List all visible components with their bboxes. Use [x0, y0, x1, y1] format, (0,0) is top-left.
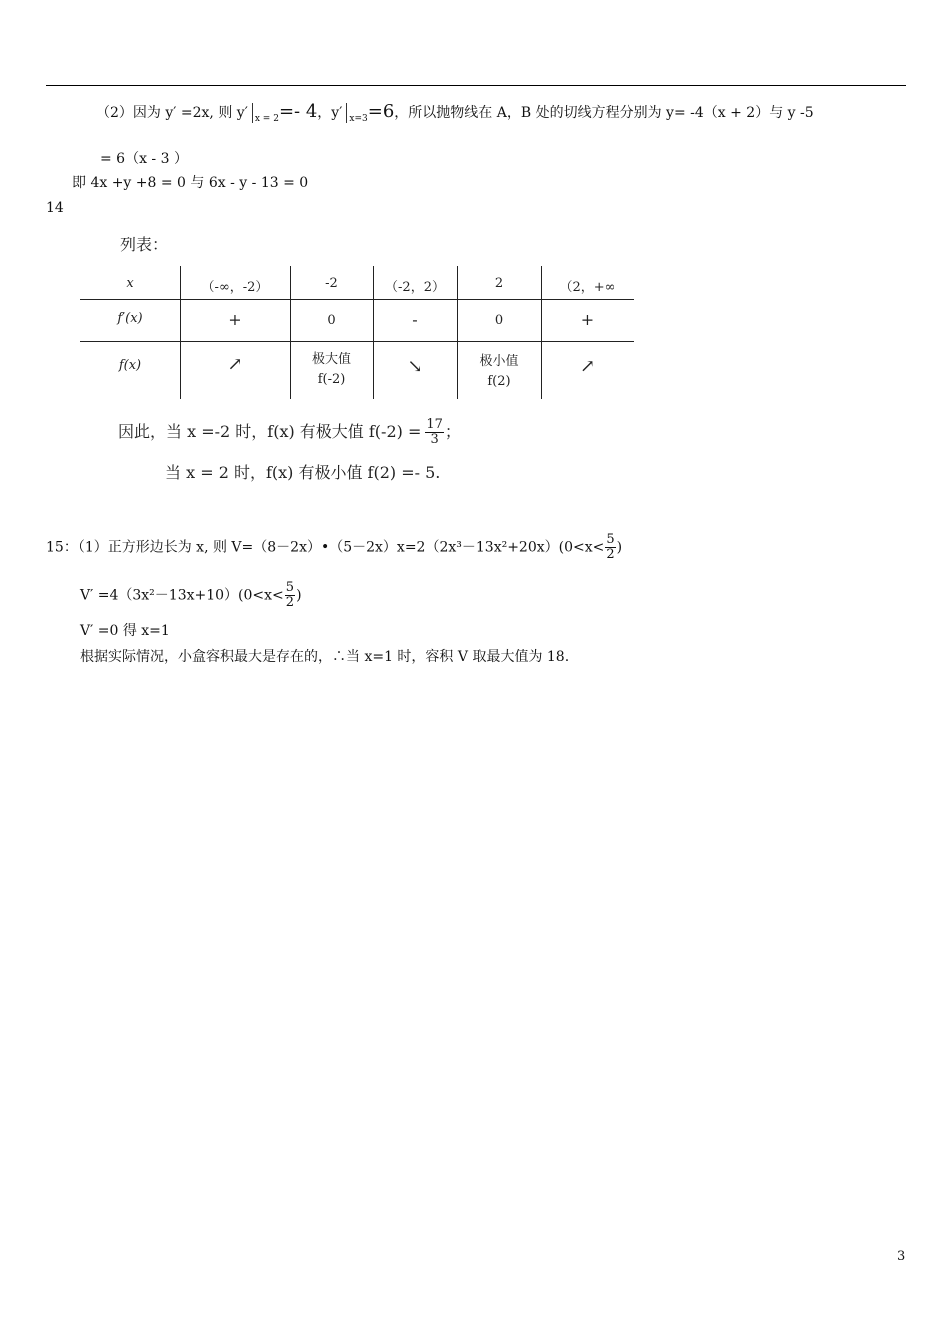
increasing-arrow-icon: ↗	[227, 354, 243, 375]
header-rule	[46, 85, 906, 86]
sign-plus: +	[228, 310, 242, 329]
fraction-numerator: 5	[285, 580, 295, 595]
fraction-numerator: 17	[426, 417, 443, 432]
page-number: 3	[897, 1249, 906, 1264]
eval-bar	[346, 103, 347, 123]
problem-15-line3: V′ =0 得 x=1	[80, 623, 170, 639]
fraction-17-3	[425, 418, 444, 447]
table-line	[80, 299, 634, 300]
conclusion-min: 当 x = 2 时，f(x) 有极小值 f(2) =- 5.	[165, 463, 441, 482]
conclusion-max-end: ；	[444, 422, 461, 441]
conclusion-max	[118, 418, 461, 447]
fraction-numerator: 5	[606, 532, 615, 547]
part2-line2: = 6（x - 3 ）	[100, 151, 188, 167]
sign-table	[80, 266, 634, 399]
part2-line3: 即 4x +y +8 = 0 与 6x - y - 13 = 0	[72, 175, 309, 191]
problem-15-line4: 根据实际情况，小盒容积最大是存在的，∴当 x=1 时，容积 V 取最大值为 18.	[80, 649, 570, 665]
table-header-point: 2	[494, 276, 504, 291]
eval-bar	[252, 103, 253, 123]
problem-15-line1	[46, 533, 622, 562]
local-max-label: 极大值	[311, 352, 351, 367]
sign-zero: 0	[327, 313, 336, 328]
sign-plus: +	[580, 310, 595, 329]
problem-15-line2	[80, 581, 302, 610]
volume-formula: 15：（1）正方形边长为 x, 则 V=（8－2x）•（5－2x）x=2（2x³－13x²+20x）(0<x<	[46, 539, 605, 556]
paren-close: )	[296, 587, 302, 604]
table-header-interval: （-2，2）	[385, 280, 445, 295]
list-label: 列表：	[120, 235, 169, 254]
local-min-expr: f(2)	[487, 374, 511, 389]
subscript-x3: x=3	[349, 114, 368, 124]
table-header-interval: （-∞，-2）	[201, 280, 269, 295]
local-min-label: 极小值	[479, 354, 519, 369]
increasing-arrow-icon: ↗	[579, 356, 596, 377]
subscript-x2: x = 2	[254, 114, 279, 124]
table-line	[80, 341, 634, 342]
decreasing-arrow-icon: ↘	[407, 356, 423, 377]
fraction-denominator: 2	[606, 547, 615, 562]
part2-text-b: ，y′	[317, 105, 343, 121]
fraction-5-2	[605, 533, 615, 562]
value-neg4: =- 4	[278, 101, 318, 122]
part2-text-a: （2）因为 y′ =2x, 则 y′	[96, 105, 248, 121]
table-header-x: x	[126, 276, 134, 291]
problem-14-number: 14	[46, 200, 64, 216]
fraction-denominator: 2	[285, 595, 295, 610]
sign-zero: 0	[494, 313, 504, 328]
table-label-fprime: f′(x)	[117, 311, 143, 326]
table-label-f: f(x)	[118, 358, 142, 373]
derivative-formula: V′ =4（3x²－13x+10）(0<x<	[80, 587, 284, 604]
conclusion-max-text: 因此，当 x =-2 时，f(x) 有极大值 f(-2) =	[118, 422, 422, 441]
fraction-5-2	[285, 581, 295, 610]
table-header-interval: （2，+∞	[559, 280, 616, 295]
table-header-point: -2	[325, 276, 338, 291]
part2-text-c: ，所以抛物线在 A，B 处的切线方程分别为 y= -4（x + 2）与 y -5	[394, 105, 814, 121]
part2-line1	[96, 103, 814, 128]
paren-close: )	[616, 539, 623, 556]
local-max-expr: f(-2)	[317, 372, 346, 387]
sign-minus: -	[412, 310, 418, 329]
value-6: =6	[367, 101, 395, 122]
fraction-denominator: 3	[430, 432, 439, 447]
